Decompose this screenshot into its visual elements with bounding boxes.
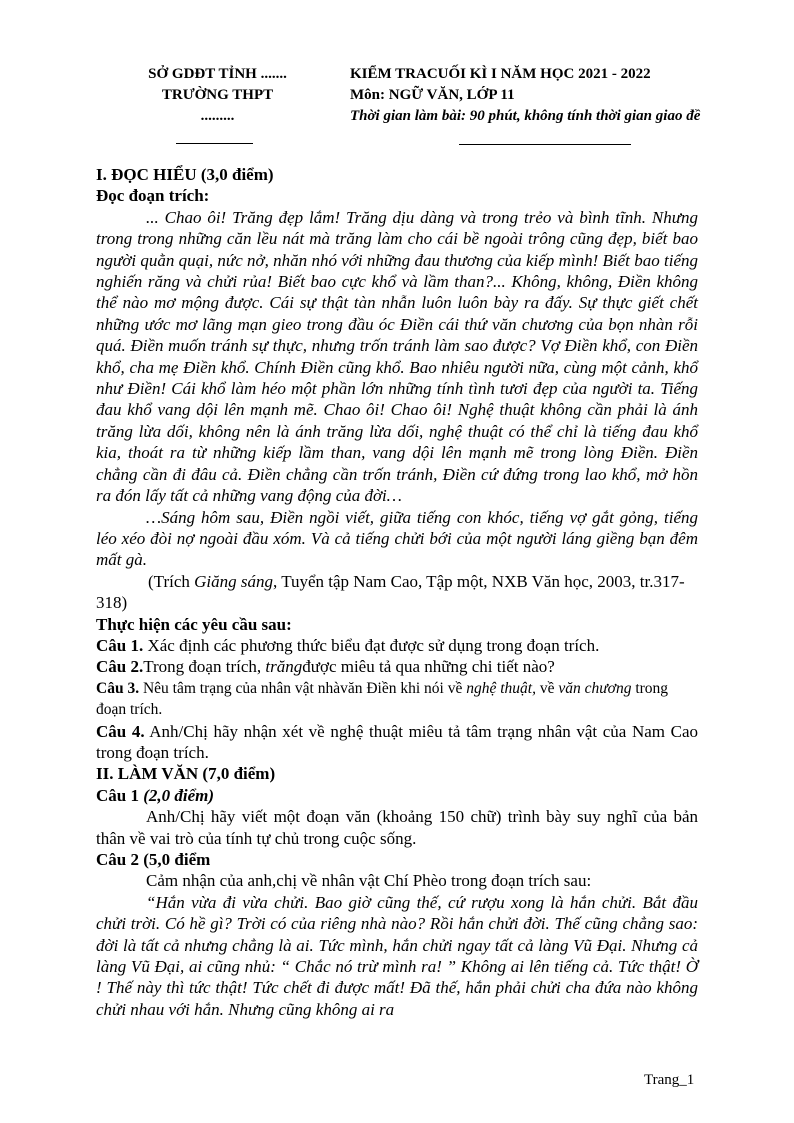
question-3-text-c: trong đoạn trích. <box>96 679 669 719</box>
question-1-text: Xác định các phương thức biểu đạt được sử dụng trong đoạn trích. <box>143 635 600 655</box>
question-3-text-b: về <box>535 679 559 697</box>
question-3-text-a: Nêu tâm trạng của nhân vật nhàvăn Điền khi nói về <box>139 679 467 697</box>
passage-paragraph-2: …Sáng hôm sau, Điền ngồi viết, giữa tiếng con khóc, tiếng vợ gắt gỏng, tiếng léo xéo đòi nợ ngoài đầu xóm. Và cả tiếng chửi bới của một người láng giềng bạn đêm mất gà. <box>96 507 698 570</box>
essay-2-prompt: Cảm nhận của anh,chị về nhân vật Chí Phèo trong đoạn trích sau: <box>146 871 592 891</box>
essay-2-excerpt: “Hắn vừa đi vừa chửi. Bao giờ cũng thế, cứ rượu xong là hắn chửi. Bắt đầu chửi trời. Có hề gì? Trời có của riêng nhà nào? Rồi hắn chửi đời. Thế cũng chẳng sao: đời là tất cả nhưng chẳng là ai. Tức mình, hắn chửi ngay tất cả làng Vũ Đại. Nhưng cả làng Vũ Đại, ai cũng nhủ: “ Chắc nó trừ mình ra! ” Không ai lên tiếng cả. Tức thật! Ờ ! Thế này thì tức thật! Tức chết đi được mất! Đã thế, hắn phải chửi cha đứa nào không chửi nhau với hắn. Nhưng cũng không ai ra <box>96 892 698 1019</box>
question-2-text-a: Trong đoạn trích, <box>143 657 266 677</box>
exam-subject: Môn: NGỮ VĂN, LỚP 11 <box>350 87 515 103</box>
question-2-text-b: được miêu tả qua những chi tiết nào? <box>302 657 555 677</box>
source-title: Giăng sáng <box>194 571 274 591</box>
question-2-emphasis: trăng <box>265 657 303 677</box>
essay-1-label: Câu 1 <box>96 785 144 805</box>
essay-1-heading <box>96 785 698 806</box>
exam-duration: Thời gian làm bài: 90 phút, không tính thời gian giao đề <box>350 108 701 124</box>
question-3-emphasis-2: văn chương <box>558 679 632 697</box>
essay-1-prompt: Anh/Chị hãy viết một đoạn văn (khoảng 150 chữ) trình bày suy nghĩ của bản thân về vai trò của tính tự chủ trong cuộc sống. <box>96 807 698 848</box>
question-4-text: Anh/Chị hãy nhận xét về nghệ thuật miêu tả tâm trạng nhân vật của Nam Cao trong đoạn trích. <box>96 721 699 762</box>
exam-content <box>96 164 698 1020</box>
page-number: Trang_1 <box>644 1072 695 1088</box>
passage-source <box>96 571 698 614</box>
question-2-label: Câu 2. <box>96 657 144 677</box>
header-right <box>350 64 794 127</box>
question-1 <box>96 635 698 656</box>
essay-1-points: (2,0 điểm) <box>143 785 215 805</box>
essay-2-heading: Câu 2 (5,0 điểm <box>96 850 211 869</box>
question-3 <box>96 678 698 721</box>
section1-heading: I. ĐỌC HIỂU (3,0 điểm) <box>96 165 274 184</box>
question-4 <box>96 721 698 764</box>
question-3-emphasis-1: nghệ thuật, <box>466 679 536 697</box>
header-left <box>125 64 310 127</box>
department-name: SỞ GDĐT TỈNH ....... <box>148 66 287 82</box>
school-name: TRƯỜNG THPT <box>161 87 274 103</box>
source-prefix: (Trích <box>148 571 195 591</box>
header-left-rule <box>176 143 253 144</box>
question-4-label: Câu 4. <box>96 721 145 741</box>
reading-intro: Đọc đoạn trích: <box>96 186 210 206</box>
requirements-heading: Thực hiện các yêu cầu sau: <box>96 614 292 634</box>
header-right-rule <box>459 144 631 145</box>
question-3-label: Câu 3. <box>96 679 140 697</box>
exam-title: KIỂM TRACUỐI KÌ I NĂM HỌC 2021 - 2022 <box>350 66 651 82</box>
question-1-label: Câu 1. <box>96 635 144 655</box>
section2-heading: II. LÀM VĂN (7,0 điểm) <box>96 764 276 784</box>
question-2 <box>96 656 698 677</box>
passage-paragraph-1: ... Chao ôi! Trăng đẹp lắm! Trăng dịu dàng và trong trẻo và bình tĩnh. Nhưng trong trong những căn lều nát mà trăng làm cho cái bề ngoài trông cũng đẹp, biết bao người quằn quại, nức nở, nhăn nhó với những đau thương của kiếp mình! Biết bao tiếng nghiến răng và chửi rủa! Biết bao cực khổ và lầm than?... Không, không, Điền không thể nào mơ mộng được. Cái sự thật tàn nhẫn luôn luôn bày ra đấy. Sự thực giết chết những ước mơ lãng mạn gieo trong đầu óc Điền cái thứ văn chương của bọn nhàn rỗi quá. Điền muốn tránh sự thực, nhưng trốn tránh làm sao được? Vợ Điền khổ, con Điền khổ, cha mẹ Điền khổ. Chính Điền cũng khổ. Bao nhiêu người nữa, cùng một cảnh, khổ như Điền! Cái khổ làm héo một phần lớn những tính tình tươi đẹp của người ta. Tiếng đau khổ vang dội lên mạnh mẽ. Chao ôi! Chao ôi! Nghệ thuật không cần phải là ánh trăng lừa dối, không nên là ánh trăng lừa dối, nghệ thuật có thể chỉ là tiếng đau khổ kia, thoát ra từ những kiếp lầm than, vang dội lên mạnh mẽ trong lòng Điền. Điền chẳng cần đi đâu cả. Điền chẳng cần trốn tránh, Điền cứ đứng trong lao khổ, mở hồn ra đón lấy tất cả những vang động của đời… <box>96 207 698 506</box>
source-suffix: , Tuyển tập Nam Cao, Tập một, NXB Văn học, 2003, tr.317-318) <box>96 571 685 613</box>
school-name-dots: ......... <box>200 108 235 124</box>
